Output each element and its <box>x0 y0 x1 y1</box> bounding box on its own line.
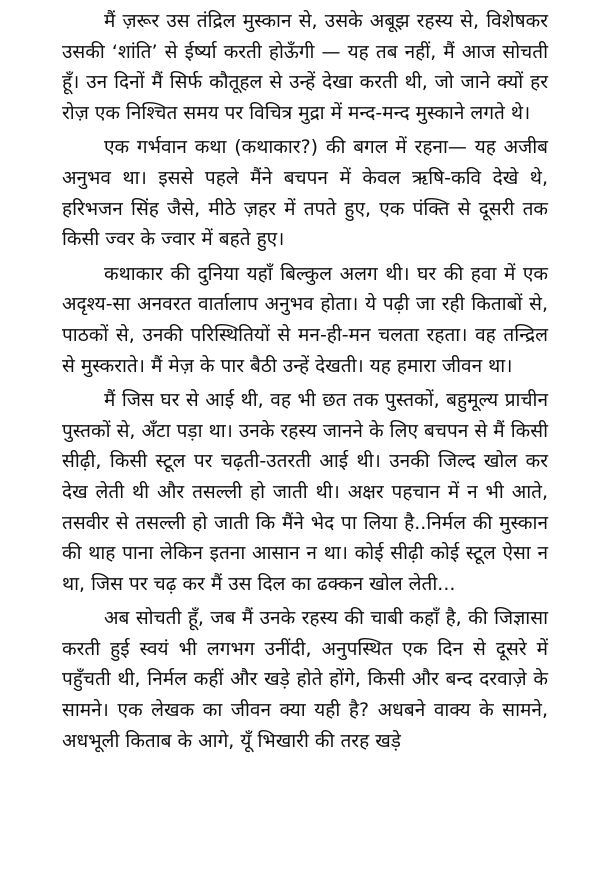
paragraph-3: कथाकार की दुनिया यहाँ बिल्कुल अलग थी। घर की हवा में एक अदृश्य-सा अनवरत वार्तालाप अनुभव होता। ये पढ़ी जा रही किताबों से, पाठकों से, उनकी परिस्थितियों से मन-ही-मन चलता रहता। वह तन्द्रिल से मुस्कराते। मैं मेज़ के पार बैठी उन्हें देखती। यह हमारा जीवन था। <box>62 262 548 377</box>
paragraph-4: मैं जिस घर से आई थी, वह भी छत तक पुस्तकों, बहुमूल्य प्राचीन पुस्तकों से, अँटा पड़ा था। उनके रहस्य जानने के लिए बचपन से मैं किसी सीढ़ी, किसी स्टूल पर चढ़ती-उतरती आई थी। उनकी जिल्द खोल कर देख लेती थी और तसल्ली हो जाती थी। अक्षर पहचान में न भी आते, तसवीर से तसल्ली हो जाती कि मैंने भेद पा लिया है..निर्मल की मुस्कान की थाह पाना लेकिन इतना आसान न था। कोई सीढ़ी कोई स्टूल ऐसा न था, जिस पर चढ़ कर मैं उस दिल का ढक्कन खोल लेती... <box>62 389 548 595</box>
paragraph-1: मैं ज़रूर उस तंद्रिल मुस्कान से, उसके अबूझ रहस्य से, विशेषकर उसकी ‘शांति’ से ईर्ष्या करती होऊँगी — यह तब नहीं, मैं आज सोचती हूँ। उन दिनों मैं सिर्फ कौतूहल से उन्हें देखा करती थी, जो जाने क्यों हर रोज़ एक निश्चित समय पर विचित्र मुद्रा में मन्द-मन्द मुस्काने लगते थे। <box>62 10 548 124</box>
paragraph-5: अब सोचती हूँ, जब मैं उनके रहस्य की चाबी कहाँ है, की जिज्ञासा करती हुई स्वयं भी लगभग उनींदी, अनुपस्थित एक दिन से दूसरे में पहुँचती थी, निर्मल कहीं और खड़े होते होंगे, किसी और बन्द दरवाज़े के सामने। एक लेखक का जीवन क्या यही है? अधबने वाक्य के सामने, अधभूली किताब के आगे, यूँ भिखारी की तरह खड़े <box>62 607 548 752</box>
paragraph-2: एक गर्भवान कथा (कथाकार?) की बगल में रहना— यह अजीब अनुभव था। इससे पहले मैंने बचपन में केवल ऋषि-कवि देखे थे, हरिभजन सिंह जैसे, मीठे ज़हर में तपते हुए, एक पंक्ति से दूसरी तक किसी ज्वर के ज्वार में बहते हुए। <box>62 136 548 251</box>
